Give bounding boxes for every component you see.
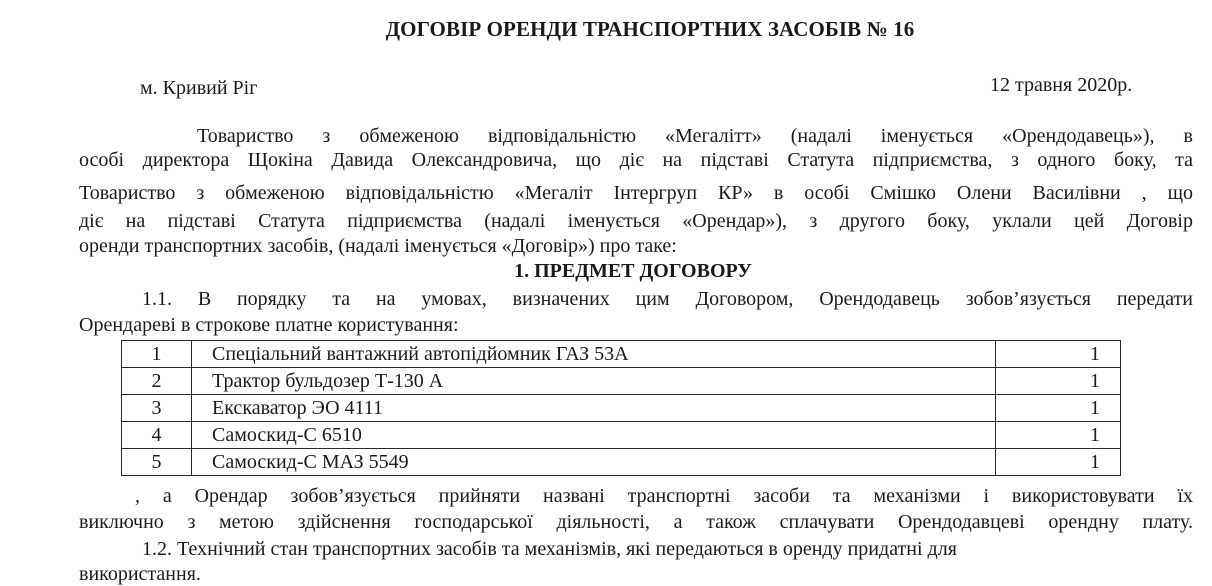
table-row xyxy=(122,368,1121,395)
vehicle-name: Трактор бульдозер Т-130 А xyxy=(192,368,996,395)
clause-line: 1.1. В порядку та на умовах, визначених цим Договором, Орендодавець зобов’язується передати xyxy=(142,288,1193,310)
vehicle-name: Екскаватор ЭО 4111 xyxy=(192,395,996,422)
preamble-line: особі директора Щокіна Давида Олександровича, що діє на підставі Статута підприємства, з одного боку, та xyxy=(79,149,1193,171)
vehicles-table xyxy=(121,340,1121,476)
clause-line: Орендареві в строкове платне користування: xyxy=(79,314,459,336)
vehicle-quantity: 1 xyxy=(996,449,1121,476)
table-row xyxy=(122,449,1121,476)
vehicle-quantity: 1 xyxy=(996,422,1121,449)
vehicle-quantity: 1 xyxy=(996,395,1121,422)
table-row xyxy=(122,341,1121,368)
clause-line: використання. xyxy=(79,563,201,585)
preamble-line: діє на підставі Статута підприємства (надалі іменується «Орендар»), з другого боку, уклали цей Договір xyxy=(79,210,1193,232)
row-number: 5 xyxy=(122,449,192,476)
preamble-line: Товариство з обмеженою відповідальністю «Мегалітт» (надалі іменується «Орендодавець»), в xyxy=(197,125,1193,147)
table-row xyxy=(122,422,1121,449)
document-title: ДОГОВІР ОРЕНДИ ТРАНСПОРТНИХ ЗАСОБІВ № 16 xyxy=(385,17,915,41)
vehicle-name: Спеціальний вантажний автопідйомник ГАЗ 53А xyxy=(192,341,996,368)
row-number: 2 xyxy=(122,368,192,395)
section-heading: 1. ПРЕДМЕТ ДОГОВОРУ xyxy=(514,260,752,282)
preamble-line: Товариство з обмеженою відповідальністю «Мегаліт Інтергруп КР» в особі Смішко Олени Василівни , що xyxy=(79,182,1193,204)
table-row xyxy=(122,395,1121,422)
contract-date: 12 травня 2020р. xyxy=(990,74,1133,96)
vehicle-name: Самоскид-С МАЗ 5549 xyxy=(192,449,996,476)
paragraph-line: виключно з метою здійснення господарської діяльності, а також сплачувати Орендодавцеві орендну плату. xyxy=(79,511,1193,533)
paragraph-line: , а Орендар зобов’язується прийняти названі транспортні засоби та механізми і використовувати їх xyxy=(135,485,1193,507)
preamble-line: оренди транспортних засобів, (надалі іменується «Договір») про таке: xyxy=(79,235,677,257)
vehicle-name: Самоскид-С 6510 xyxy=(192,422,996,449)
row-number: 3 xyxy=(122,395,192,422)
row-number: 4 xyxy=(122,422,192,449)
city-label: м. Кривий Ріг xyxy=(140,77,258,99)
clause-line: 1.2. Технічний стан транспортних засобів та механізмів, які передаються в оренду придатні для xyxy=(142,538,957,560)
row-number: 1 xyxy=(122,341,192,368)
vehicle-quantity: 1 xyxy=(996,341,1121,368)
vehicle-quantity: 1 xyxy=(996,368,1121,395)
